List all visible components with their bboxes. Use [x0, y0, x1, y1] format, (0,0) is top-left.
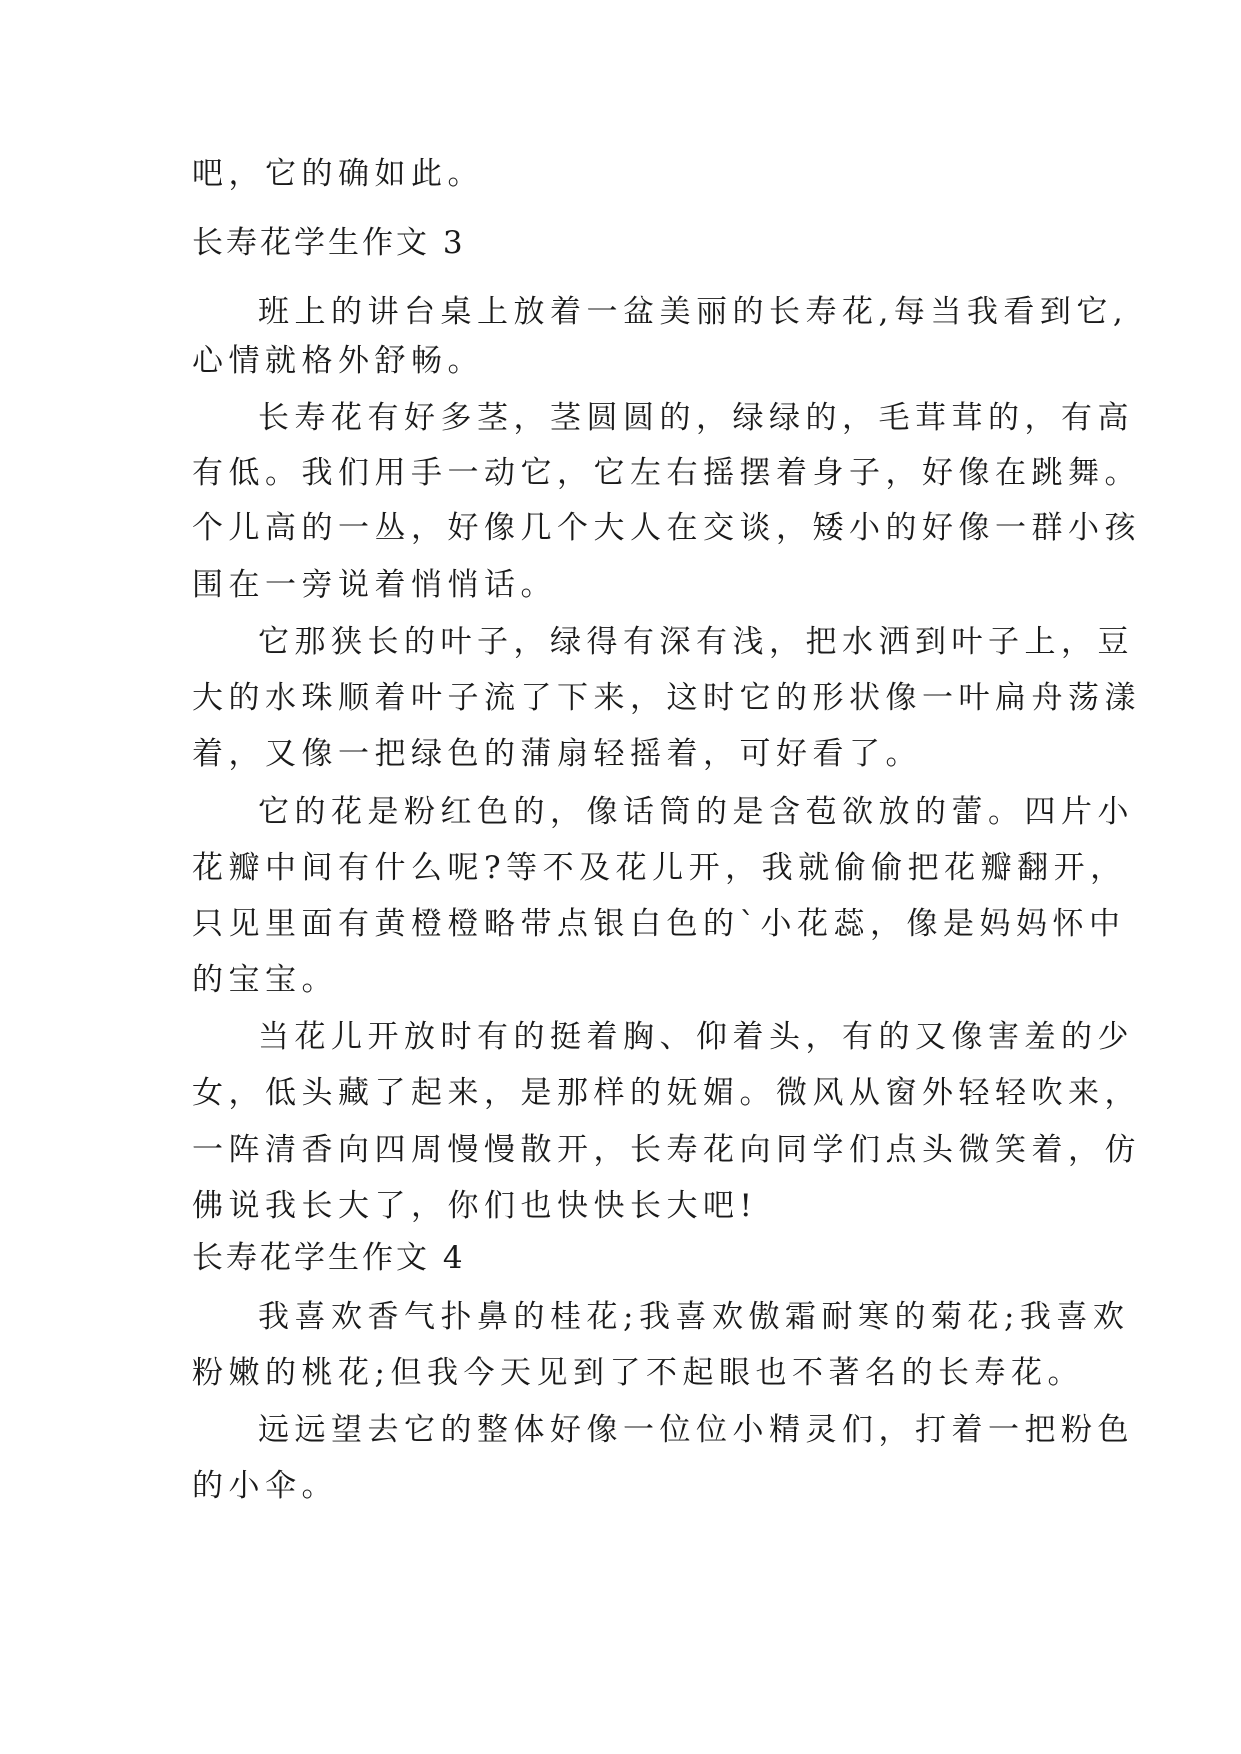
paragraph-line: 女，低头藏了起来，是那样的妩媚。微风从窗外轻轻吹来，: [192, 1075, 1141, 1111]
paragraph-line: 围在一旁说着悄悄话。: [192, 567, 557, 603]
paragraph-line: 远远望去它的整体好像一位位小精灵们，打着一把粉色: [258, 1412, 1134, 1448]
paragraph-line: 一阵清香向四周慢慢散开，长寿花向同学们点头微笑着，仿: [192, 1132, 1141, 1168]
paragraph-line: 个儿高的一丛，好像几个大人在交谈，矮小的好像一群小孩: [192, 510, 1141, 546]
paragraph-line: 花瓣中间有什么呢?等不及花儿开，我就偷偷把花瓣翻开，: [192, 850, 1127, 886]
paragraph-line: 大的水珠顺着叶子流了下来，这时它的形状像一叶扁舟荡漾: [192, 680, 1141, 716]
paragraph-line: 佛说我长大了，你们也快快长大吧!: [192, 1188, 758, 1224]
paragraph-line: 有低。我们用手一动它，它左右摇摆着身子，好像在跳舞。: [192, 455, 1141, 491]
paragraph-line: 我喜欢香气扑鼻的桂花;我喜欢傲霜耐寒的菊花;我喜欢: [258, 1299, 1130, 1335]
paragraph-line: 当花儿开放时有的挺着胸、仰着头，有的又像害羞的少: [258, 1019, 1134, 1055]
paragraph-line: 它那狭长的叶子，绿得有深有浅，把水洒到叶子上，豆: [258, 624, 1134, 660]
section-heading: 长寿花学生作文 3: [192, 225, 466, 261]
paragraph-line: 心情就格外舒畅。: [192, 343, 484, 379]
paragraph-line: 长寿花有好多茎，茎圆圆的，绿绿的，毛茸茸的，有高: [258, 400, 1134, 436]
paragraph-line: 它的花是粉红色的，像话筒的是含苞欲放的蕾。四片小: [258, 794, 1134, 830]
paragraph-line: 班上的讲台桌上放着一盆美丽的长寿花,每当我看到它,: [258, 294, 1129, 330]
paragraph-line: 吧，它的确如此。: [192, 156, 484, 192]
paragraph-line: 的宝宝。: [192, 962, 338, 998]
section-heading: 长寿花学生作文 4: [192, 1240, 466, 1276]
paragraph-line: 粉嫩的桃花;但我今天见到了不起眼也不著名的长寿花。: [192, 1355, 1084, 1391]
paragraph-line: 着，又像一把绿色的蒲扇轻摇着，可好看了。: [192, 736, 922, 772]
paragraph-line: 只见里面有黄橙橙略带点银白色的`小花蕊，像是妈妈怀中: [192, 906, 1126, 942]
paragraph-line: 的小伞。: [192, 1468, 338, 1504]
